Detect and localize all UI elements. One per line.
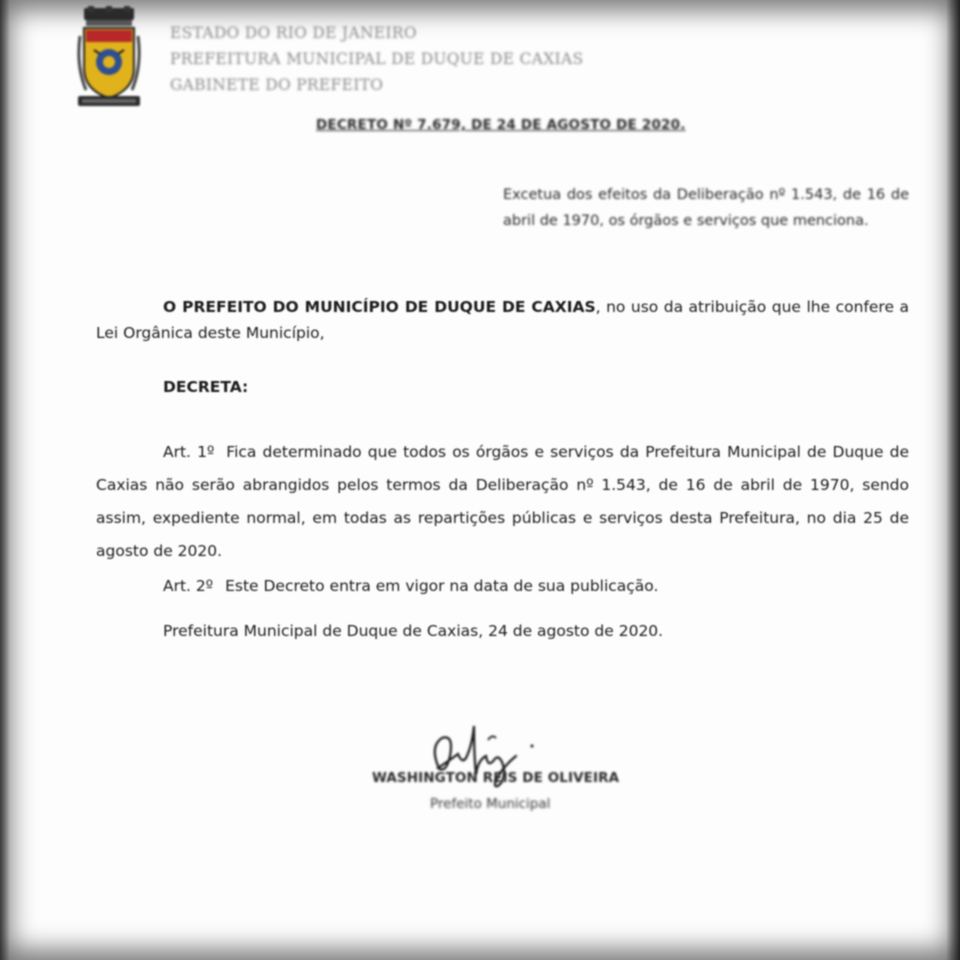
article-2-text: Este Decreto entra em vigor na data de sua publicação.: [225, 577, 659, 595]
municipal-coat-of-arms-icon: [76, 6, 142, 110]
article-2: [163, 577, 658, 595]
article-1: [96, 436, 909, 568]
article-2-label: Art. 2º: [163, 577, 214, 595]
article-1-text: Fica determinado que todos os órgãos e serviços da Prefeitura Municipal de Duque de Caxias não serão abrangidos pelos termos da Deliberação nº 1.543, de 16 de abril de 1970, sendo assim, expediente normal, em todas as repartições públicas e serviços desta Prefeitura, no dia 25 de agosto de 2020.: [96, 443, 909, 560]
decree-ementa: Excetua dos efeitos da Deliberação nº 1.543, de 16 de abril de 1970, os órgãos e serviços que menciona.: [503, 187, 909, 229]
decree-title: DECRETO Nº 7.679, DE 24 DE AGOSTO DE 2020.: [316, 117, 686, 133]
place-and-date: Prefeitura Municipal de Duque de Caxias, 24 de agosto de 2020.: [163, 622, 664, 640]
preamble-authority: O PREFEITO DO MUNICÍPIO DE DUQUE DE CAXIAS: [163, 298, 596, 316]
header-gabinete: GABINETE DO PREFEITO: [170, 76, 384, 94]
header-state: ESTADO DO RIO DE JANEIRO: [170, 24, 417, 42]
page-left-edge: [0, 0, 10, 960]
preamble-text: , no uso da atribuição que lhe confere a Lei Orgânica deste Município,: [96, 298, 909, 342]
signer-name: WASHINGTON REIS DE OLIVEIRA: [372, 770, 620, 786]
decree-preamble: [96, 294, 909, 346]
header-prefeitura: PREFEITURA MUNICIPAL DE DUQUE DE CAXIAS: [170, 50, 584, 68]
signer-role: Prefeito Municipal: [430, 796, 551, 812]
decreta-heading: DECRETA:: [163, 378, 249, 396]
page-right-edge: [946, 0, 960, 960]
article-1-label: Art. 1º: [163, 443, 215, 461]
document-header: [170, 20, 583, 98]
